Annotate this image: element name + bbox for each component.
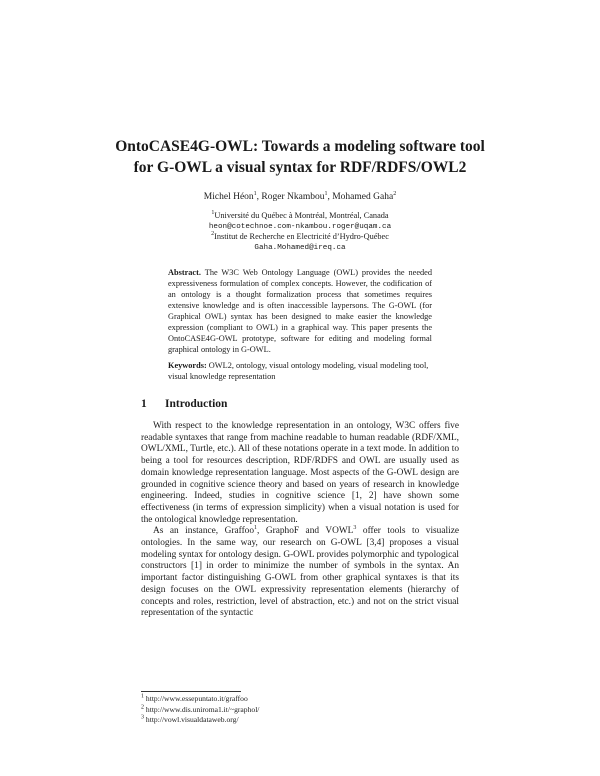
author-affil-mark: 1 (253, 190, 257, 197)
paper-title (100, 136, 500, 178)
footnote: $^1$ http://www.essepuntato.it/graffoo (141, 693, 248, 703)
author-list: Michel Héon$^1$, Roger Nkambou$^1$, Mohamed Gaha$^2$ (203, 190, 397, 202)
author-name: Michel Héon (203, 192, 254, 202)
keywords-label: Keywords: (168, 361, 207, 370)
paragraph-1: With respect to the knowledge representation in an ontology, W3C offers five readable syntaxes that range from machine readable to human readable (RDF/XML, OWL/XML, Turtle, etc.). All of these notations operate in a text mode. In addition to being a tool for resources description, RDF/RDFS and OWL are usually used as domain knowledge representation language. Most aspects of the G-OWL design are grounded in cognitive science theory and based on years of research in knowledge engineering. Indeed, studies in cognitive science [1, 2] have shown some effectiveness (in terms of expression simplicity) when a visual notation is used for the ontological knowledge representation. (141, 421, 459, 525)
author-name: Mohamed Gaha (332, 192, 394, 202)
author-name: Roger Nkambou (261, 192, 325, 202)
footnote-link[interactable]: http://www.dis.uniroma1.it/~graphol/ (145, 704, 260, 714)
abstract-text: The W3C Web Ontology Language (OWL) provides the needed expressiveness formulation of complex concepts. However, the codification of an ontology is a thought formalization process that sometimes requires extensive knowledge and is often inaccessible laypersons. The G-OWL (for Graphical OWL) syntax has been designed to make easier the knowledge expression (compliant to OWL) in a graphical way. This paper presents the OntoCASE4G-OWL prototype, software for editing and modeling formal graphical ontology in G-OWL. (168, 268, 432, 354)
footnote-ref: 1 (254, 525, 258, 532)
affiliation-1: $^1$Université du Québec à Montréal, Montréal, Canada (211, 210, 389, 220)
footnote-link[interactable]: http://vowl.visualdataweb.org/ (145, 715, 239, 724)
affiliations (100, 211, 500, 253)
section-number: 1 (141, 398, 147, 410)
abstract (168, 267, 432, 355)
keywords (168, 360, 432, 382)
keywords-text: OWL2, ontology, visual ontology modeling, visual modeling tool, visual knowledge representation (168, 361, 429, 381)
footnote: $^2$ http://www.dis.uniroma1.it/~graphol/ (141, 703, 260, 714)
affiliation-2: $^2$Institut de Recherche en Electricité d’Hydro-Québec (211, 231, 389, 242)
footnote-divider (141, 691, 241, 692)
author-affil-mark: 1 (324, 190, 328, 197)
footnote-ref: 3 (353, 525, 357, 532)
abstract-label: Abstract. (168, 268, 201, 277)
footnotes (141, 694, 259, 726)
footnote-link[interactable]: http://www.essepuntato.it/graffoo (145, 694, 248, 703)
section-heading (141, 398, 227, 410)
paragraph-2: As an instance, Graffoo$^1$, GraphoF and VOWL$^3$ offer tools to visualize ontologies. In the same way, our research on G-OWL [3,4] proposes a visual modeling syntax for ontology design. G-OWL provides polymorphic and typological constructors [1] in order to minimize the number of symbols in the syntax. An important factor distinguishing G-OWL from other graphical syntaxes is that its design focuses on the OWL expressivity representation elements (hierarchy of concepts and roles, restriction, level of abstraction, etc.) and not on the strict visual representation of the syntactic (141, 525, 459, 619)
body-text (141, 421, 459, 620)
title-line-1: OntoCASE4G-OWL: Towards a modeling software tool (115, 138, 485, 155)
section-title: Introduction (165, 398, 228, 410)
affiliation-2-email: Gaha.Mohamed@ireq.ca (254, 243, 346, 252)
title-line-2: for G-OWL a visual syntax for RDF/RDFS/OWL2 (133, 159, 467, 176)
affiliation-1-email: heon@cotechnoe.com-nkambou.roger@uqam.ca (208, 222, 392, 231)
footnote: $^3$ http://vowl.visualdataweb.org/ (141, 714, 239, 724)
author-affil-mark: 2 (393, 190, 397, 197)
